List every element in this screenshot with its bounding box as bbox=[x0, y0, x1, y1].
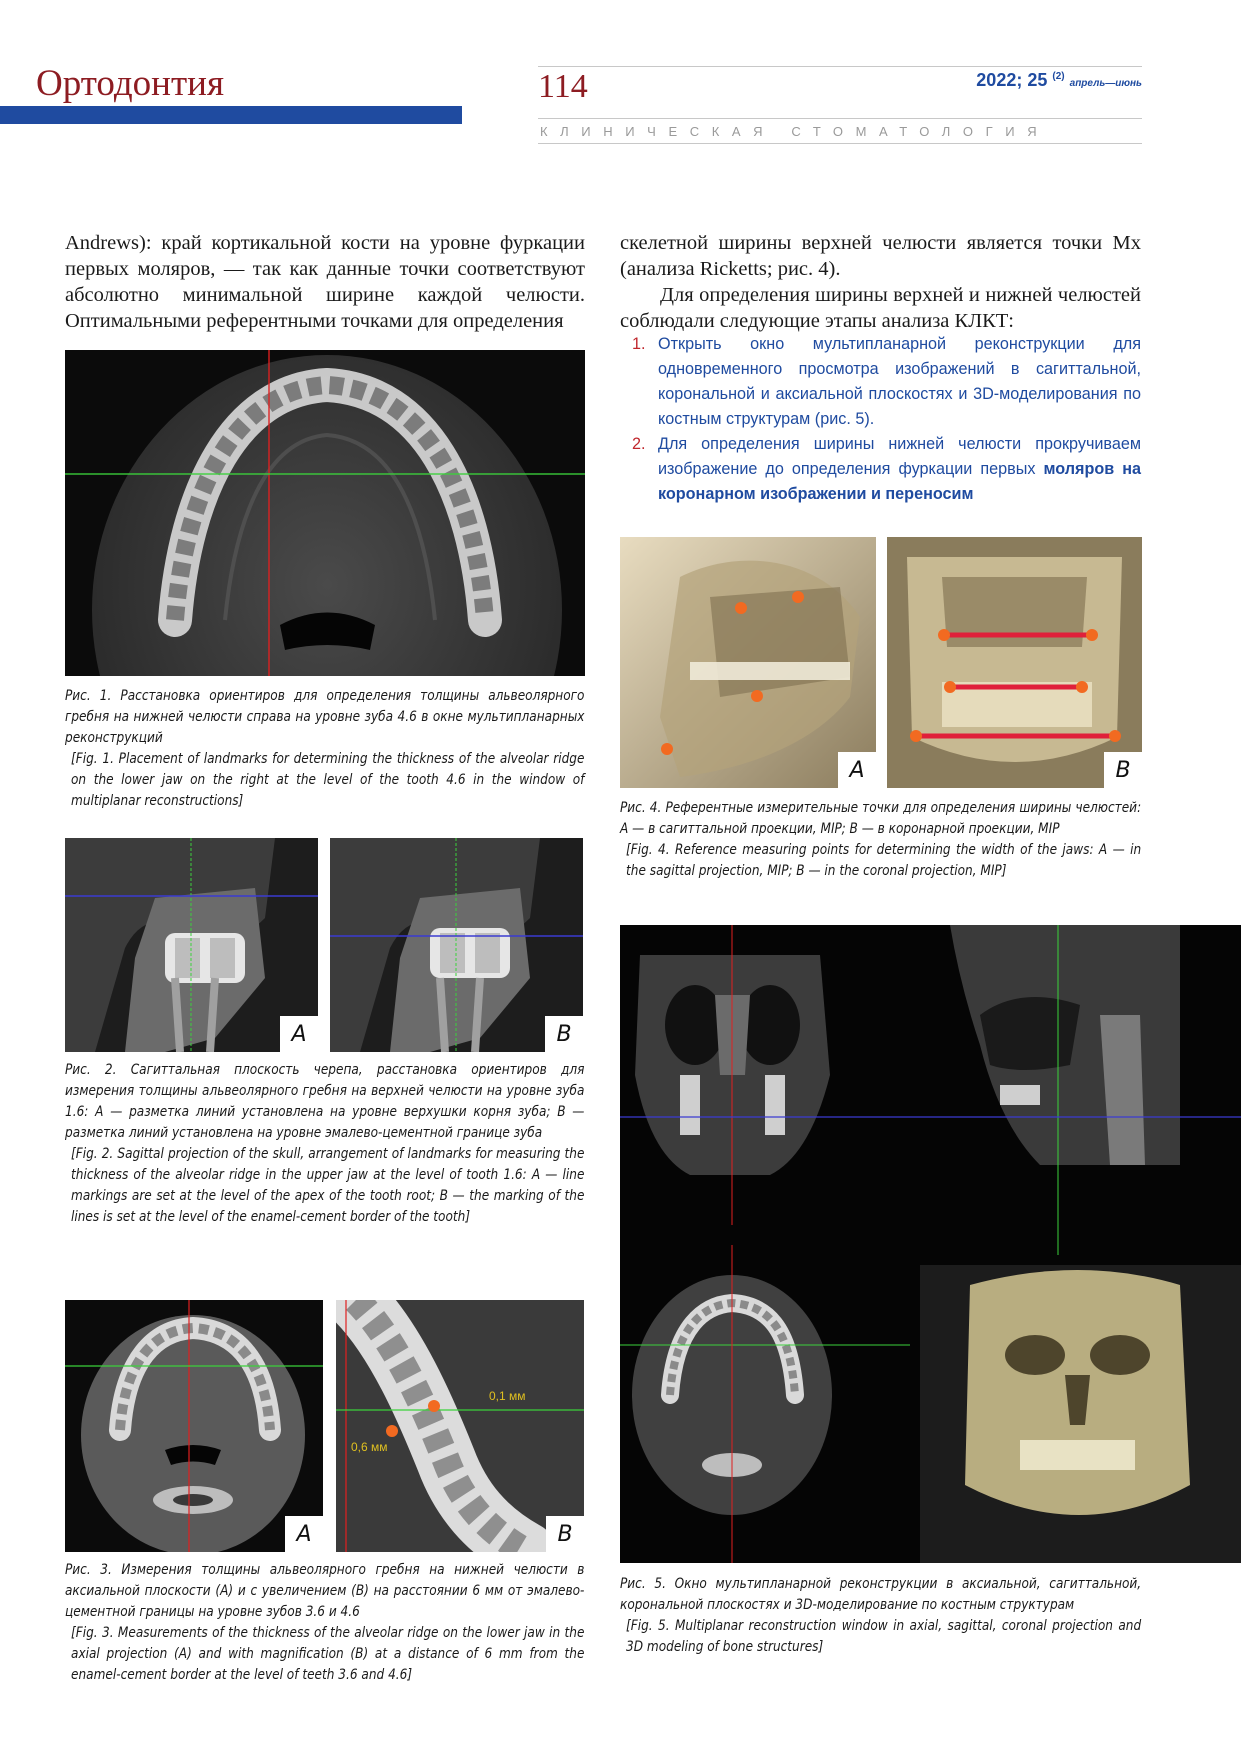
fig2-caption bbox=[65, 1060, 584, 1228]
issue-year: 2022 bbox=[976, 70, 1017, 90]
section-title: Ортодонтия bbox=[36, 63, 224, 104]
issue-number: (2) bbox=[1052, 71, 1065, 82]
page-number: 114 bbox=[538, 68, 588, 105]
right-paragraph-1: скелетной ширины верхней челюсти является точки Mx (анализа Ricketts; рис. 4). bbox=[620, 232, 1141, 280]
fig5-caption-ru: Рис. 5. Окно мультипланарной реконструкции в аксиальной, сагиттальной, корональной плоскостях и 3D-моделирование по костным структурам bbox=[620, 1576, 1142, 1613]
issue-months: апрель—июнь bbox=[1069, 78, 1142, 89]
fig2-caption-ru: Рис. 2. Сагиттальная плоскость черепа, расстановка ориентиров для измерения толщины альвеолярного гребня на верхней челюсти на уровне зуба 1.6: A — разметка линий установлена на уровне верхушки корня зуба; B — разметка линий установлена на уровне эмалево-цементной границе зуба bbox=[65, 1062, 585, 1141]
fig3-caption-ru: Рис. 3. Измерения толщины альвеолярного гребня на нижней челюсти в аксиальной плоскости (A) и с увеличением (B) на расстоянии 6 мм от эмалево-цементной границы на уровне зубов 3.6 и 4.6 bbox=[65, 1562, 585, 1620]
journal-name: КЛИНИЧЕСКАЯ СТОМАТОЛОГИЯ bbox=[540, 124, 1050, 139]
step-number-2: 2. bbox=[632, 435, 646, 453]
fig1-caption bbox=[65, 686, 584, 812]
fig3-measure-1: 0,1 мм bbox=[489, 1389, 526, 1403]
fig5-caption bbox=[620, 1574, 1141, 1658]
step-text-2-bold: моляров на коронарном изображении и переносим bbox=[658, 460, 1141, 503]
fig4-caption bbox=[620, 798, 1141, 882]
issue-info: 2022; 25 $^{(2)}$ апрель—июнь bbox=[976, 70, 1142, 90]
right-paragraph-2: Для определения ширины верхней и нижней челюстей соблюдали следующие этапы анализа КЛКТ: bbox=[620, 284, 1141, 332]
fig5-image bbox=[620, 925, 1241, 1563]
fig2a-label: A bbox=[280, 1016, 318, 1052]
step-item-1 bbox=[620, 332, 1141, 432]
fig5-caption-en: [Fig. 5. Multiplanar reconstruction window in axial, sagittal, coronal projection and 3D modeling of bone structures] bbox=[626, 1618, 1142, 1655]
fig1-caption-ru: Рис. 1. Расстановка ориентиров для определения толщины альвеолярного гребня на нижней челюсти справа на уровне зуба 4.6 в окне мультипланарных реконструкций bbox=[65, 688, 585, 746]
fig4a-label: A bbox=[838, 752, 876, 788]
fig2b-image bbox=[330, 838, 583, 1052]
header-rule-top bbox=[538, 66, 1142, 67]
fig1-image bbox=[65, 350, 585, 676]
header-rule-bottom bbox=[538, 143, 1142, 144]
fig2-caption-en: [Fig. 2. Sagittal projection of the skull, arrangement of landmarks for measuring the thickness of the alveolar ridge in the upper jaw at the level of tooth 1.6: A — line markings are set at the level of the apex of the tooth root; B — the marking of the lines is set at the level of the enamel-cement border of the tooth] bbox=[71, 1146, 585, 1225]
step-text-1: Открыть окно мультипланарной реконструкции для одновременного просмотра изображений в сагиттальной, корональной и аксиальной плоскостях и 3D-моделирования по костным структурам (рис. 5). bbox=[658, 335, 1141, 428]
step-text-2: Для определения ширины нижней челюсти прокручиваем изображение до определения фуркации первых bbox=[658, 435, 1141, 478]
fig4-caption-ru: Рис. 4. Референтные измерительные точки для определения ширины челюстей: A — в сагиттальной проекции, MIP; B — в коронарной проекции, MIP bbox=[620, 800, 1142, 837]
fig3b-label: B bbox=[546, 1516, 584, 1552]
fig4-caption-en: [Fig. 4. Reference measuring points for determining the width of the jaws: A — in the sagittal projection, MIP; B — in the coronal projection, MIP] bbox=[626, 842, 1142, 879]
fig3-caption-en: [Fig. 3. Measurements of the thickness of the alveolar ridge on the lower jaw in the axial projection (A) and with magnification (B) at a distance of 6 mm from the enamel-cement border at the level of teeth 3.6 and 4.6] bbox=[71, 1625, 585, 1683]
fig4a-image bbox=[620, 537, 876, 788]
fig3-measure-2: 0,6 мм bbox=[351, 1440, 388, 1454]
header-bar bbox=[0, 106, 462, 124]
fig3a-image bbox=[65, 1300, 323, 1552]
fig4b-label: B bbox=[1104, 752, 1142, 788]
fig3-caption bbox=[65, 1560, 584, 1686]
fig2b-label: B bbox=[545, 1016, 583, 1052]
fig3b-image bbox=[336, 1300, 584, 1552]
left-body-text bbox=[65, 230, 585, 334]
fig3a-label: A bbox=[285, 1516, 323, 1552]
steps-list bbox=[620, 332, 1141, 507]
header-rule-mid bbox=[538, 118, 1142, 119]
step-item-2 bbox=[620, 432, 1141, 507]
fig1-caption-en: [Fig. 1. Placement of landmarks for determining the thickness of the alveolar ridge on the lower jaw on the right at the level of the tooth 4.6 in the window of multiplanar reconstructions] bbox=[71, 751, 585, 809]
fig5-3d-view bbox=[920, 1265, 1241, 1563]
left-paragraph: Andrews): край кортикальной кости на уровне фуркации первых моляров, — так как данные точки соответствуют абсолютно минимальной ширине каждой челюсти. Оптимальными референтными точками для определения bbox=[65, 232, 585, 332]
fig4b-image bbox=[887, 537, 1142, 788]
step-number-1: 1. bbox=[632, 335, 646, 353]
fig2a-image bbox=[65, 838, 318, 1052]
issue-volume: 25 bbox=[1027, 70, 1048, 90]
right-body-text bbox=[620, 230, 1141, 334]
